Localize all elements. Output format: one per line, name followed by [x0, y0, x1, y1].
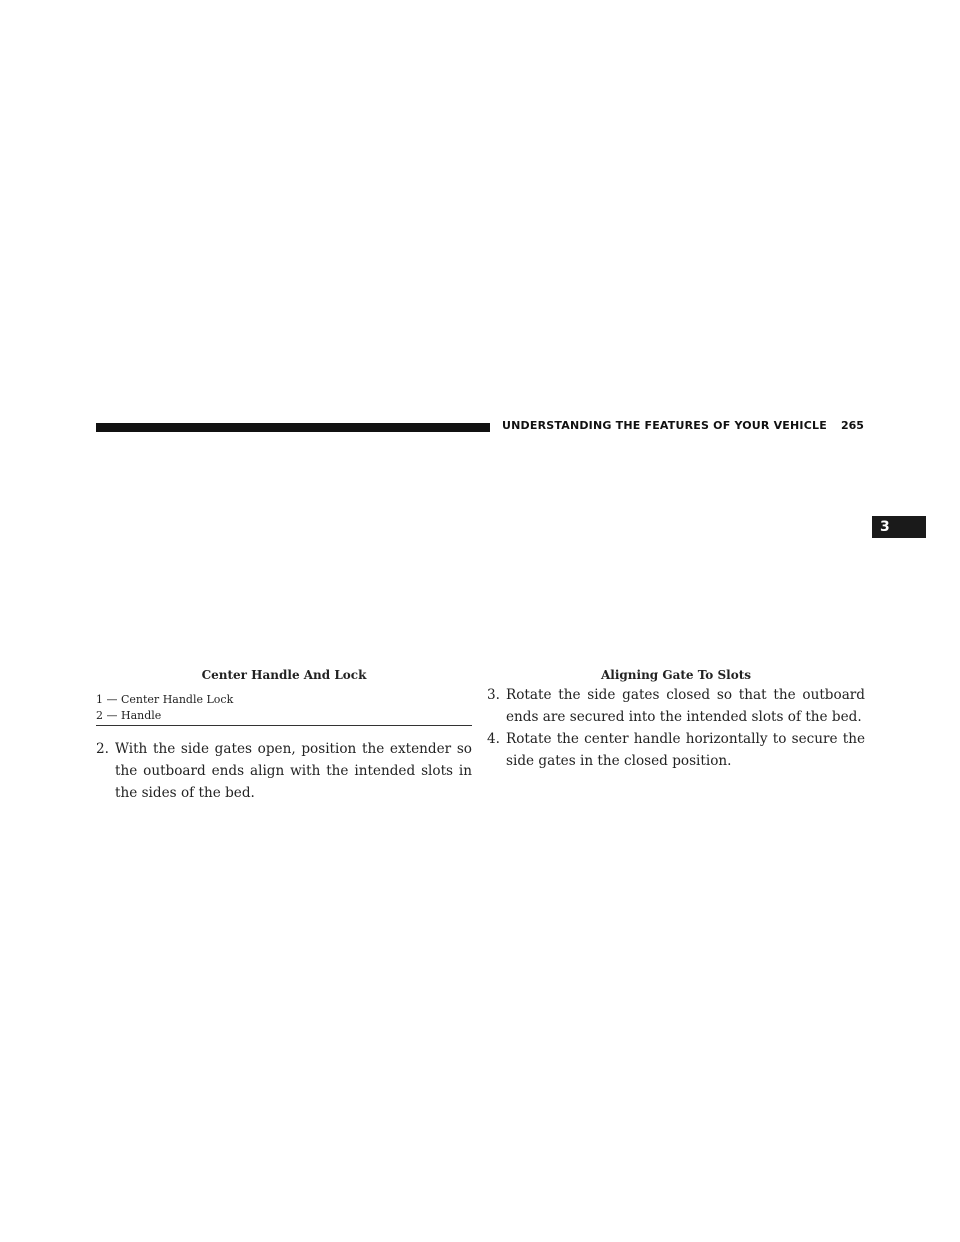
legend-item-handle: 2 — Handle	[96, 709, 162, 722]
step-number: 4.	[487, 731, 500, 747]
step-text: Rotate the center handle horizontally to secure the side gates in the closed position.	[506, 731, 865, 769]
step-2	[96, 738, 472, 804]
header-rule	[96, 423, 490, 432]
step-number: 2.	[96, 741, 109, 757]
legend-item-center-handle-lock: 1 — Center Handle Lock	[96, 693, 234, 706]
step-text: Rotate the side gates closed so that the outboard ends are secured into the intended slots of the bed.	[506, 687, 865, 725]
chapter-tab[interactable]: 3	[872, 516, 926, 538]
page-number: 265	[841, 419, 864, 432]
figure-caption-center-handle: Center Handle And Lock	[201, 668, 367, 682]
step-number: 3.	[487, 687, 500, 703]
figure-caption-aligning-gate: Aligning Gate To Slots	[600, 668, 752, 682]
step-text: With the side gates open, position the extender so the outboard ends align with the intended slots in the sides of the bed.	[115, 741, 472, 801]
step-3	[487, 684, 865, 728]
step-4	[487, 728, 865, 772]
section-header-title: UNDERSTANDING THE FEATURES OF YOUR VEHICLE	[502, 419, 827, 432]
figure-legend	[96, 692, 472, 726]
